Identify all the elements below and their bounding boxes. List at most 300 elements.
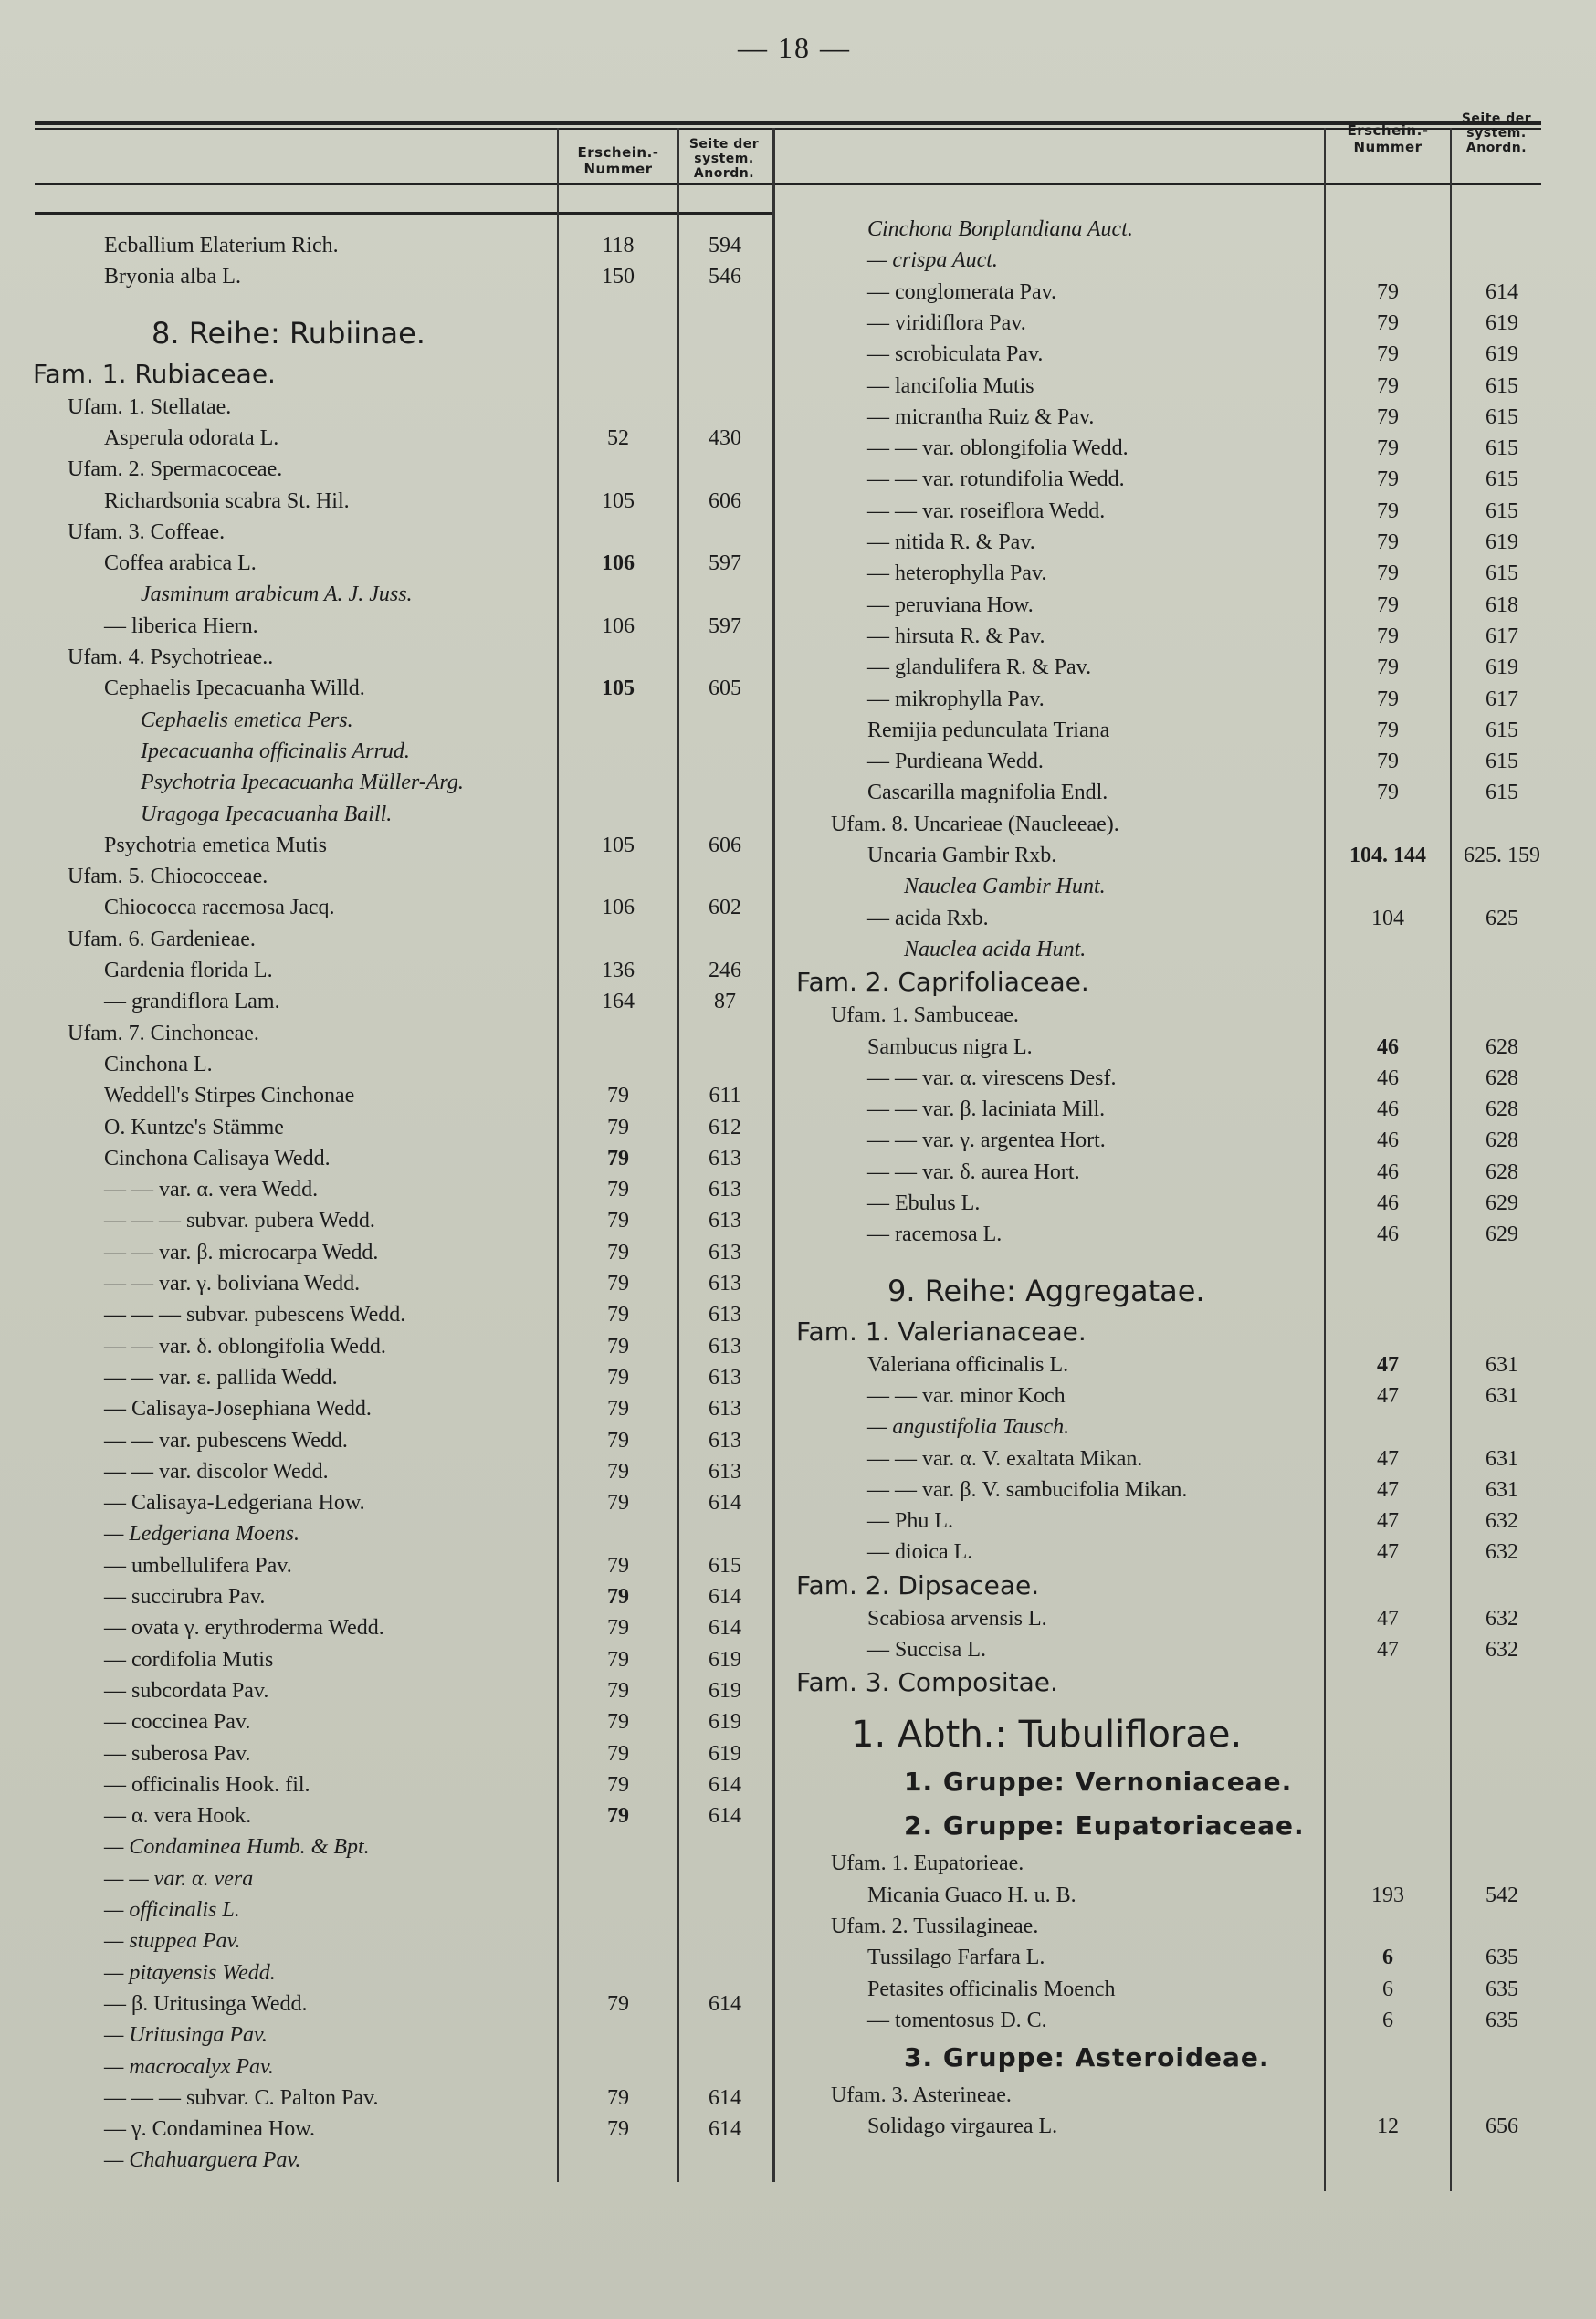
- entry-page: 619: [709, 1741, 741, 1766]
- entry-number: 79: [607, 1146, 629, 1170]
- entry-page: 631: [1486, 1477, 1518, 1502]
- table-row: [0, 1474, 1596, 1506]
- table-row: [0, 590, 1596, 621]
- table-row: [0, 464, 1596, 495]
- entry-page: 619: [709, 1647, 741, 1672]
- entry-number: 79: [607, 1303, 629, 1327]
- entry-name: — pitayensis Wedd.: [104, 1960, 276, 1985]
- top-rule: [35, 121, 1541, 125]
- entry-name: Uragoga Ipecacuanha Baill.: [141, 802, 393, 826]
- table-row: [0, 308, 1596, 339]
- entry-number: 104. 144: [1349, 844, 1426, 867]
- entry-name: — officinalis L.: [104, 1898, 240, 1922]
- entry-number: 46: [1377, 1065, 1399, 1090]
- entry-number: 79: [607, 1209, 629, 1233]
- entry-page: 613: [709, 1146, 741, 1170]
- entry-page: 612: [709, 1115, 741, 1139]
- entry-name: — — var. β. microcarpa Wedd.: [104, 1240, 379, 1264]
- table-row: [0, 1157, 1596, 1188]
- entry-name: — α. vera Hook.: [104, 1804, 252, 1829]
- left-num-header: [559, 144, 677, 177]
- entry-page: 246: [709, 959, 741, 982]
- entry-name: — stuppea Pav.: [104, 1929, 241, 1954]
- table-row: [0, 1349, 1596, 1380]
- entry-name: Ufam. 3. Coffeae.: [68, 519, 226, 544]
- entry-name: Asperula odorata L.: [104, 425, 279, 450]
- entry-number: 47: [1377, 1606, 1399, 1631]
- entry-name: — Chahuarguera Pav.: [104, 2148, 301, 2173]
- entry-name: — nitida R. & Pav.: [867, 530, 1035, 554]
- entry-number: 47: [1377, 1446, 1399, 1471]
- entry-name: — mikrophylla Pav.: [867, 687, 1045, 711]
- table-row: [0, 2145, 1596, 2176]
- entry-page: 632: [1486, 1509, 1518, 1534]
- entry-name: — — var. discolor Wedd.: [104, 1459, 329, 1484]
- entry-name: — β. Uritusinga Wedd.: [104, 1991, 308, 2016]
- entry-name: Petasites officinalis Moench: [867, 1977, 1116, 2001]
- entry-page: 613: [709, 1240, 741, 1264]
- table-row: [0, 277, 1596, 308]
- entry-number: 47: [1377, 1383, 1399, 1408]
- entry-number: 79: [607, 1240, 629, 1264]
- table-row: [0, 1267, 1596, 1315]
- entry-page: 619: [1486, 530, 1518, 554]
- header-line: Anordn.: [1465, 141, 1528, 155]
- entry-number: 136: [602, 959, 635, 982]
- entry-name: Ecballium Elaterium Rich.: [104, 234, 339, 257]
- entry-number: 164: [602, 990, 635, 1014]
- entry-name: — peruviana How.: [867, 593, 1034, 617]
- entry-page: 615: [1486, 498, 1518, 523]
- entry-number: 79: [607, 1616, 629, 1641]
- table-row: [0, 1315, 1596, 1349]
- entry-name: — angustifolia Tausch.: [867, 1415, 1070, 1440]
- entry-page: 631: [1486, 1446, 1518, 1471]
- entry-name: Jasminum arabicum A. J. Juss.: [141, 582, 413, 607]
- entry-page: 619: [709, 1678, 741, 1703]
- entry-page: 617: [1486, 624, 1518, 648]
- entry-page: 606: [709, 833, 741, 857]
- entry-name: 2. Gruppe: Eupatoriaceae.: [904, 1810, 1305, 1842]
- header-line: Anordn.: [693, 166, 755, 181]
- entry-name: Bryonia alba L.: [104, 265, 241, 289]
- table-row: [0, 2036, 1596, 2080]
- entry-page: 656: [1486, 2114, 1518, 2139]
- entry-number: 79: [607, 1178, 629, 1202]
- entry-page: 606: [709, 488, 741, 513]
- entry-name: — — var. pubescens Wedd.: [104, 1428, 348, 1453]
- header-rule: [35, 183, 1541, 185]
- entry-page: 615: [1486, 404, 1518, 429]
- table-row: [0, 1188, 1596, 1219]
- entry-name: — acida Rxb.: [867, 906, 989, 930]
- entry-name: — hirsuta R. & Pav.: [867, 624, 1045, 648]
- table-row: [0, 1569, 1596, 1603]
- entry-name: — — var. α. V. exaltata Mikan.: [867, 1446, 1143, 1471]
- entry-page: 628: [1486, 1065, 1518, 1090]
- entry-number: 47: [1377, 1477, 1399, 1502]
- entry-number: 79: [1377, 279, 1399, 304]
- entry-number: 79: [607, 2085, 629, 2110]
- entry-page: 628: [1486, 1128, 1518, 1153]
- table-row: [0, 1804, 1596, 1848]
- table-row: [0, 2080, 1596, 2111]
- entry-name: — Calisaya-Ledgeriana How.: [104, 1491, 365, 1516]
- entry-number: 104: [1371, 906, 1404, 930]
- header-line: Nummer: [583, 161, 653, 177]
- entry-number: 46: [1377, 1128, 1399, 1153]
- entry-name: Ufam. 4. Psychotrieae..: [68, 645, 274, 669]
- entry-page: 594: [709, 234, 741, 257]
- entry-number: 46: [1377, 1034, 1399, 1059]
- entry-number: 79: [1377, 467, 1399, 492]
- entry-name: 1. Gruppe: Vernoniaceae.: [904, 1767, 1293, 1798]
- entry-name: — — var. δ. aurea Hort.: [867, 1160, 1080, 1184]
- entry-name: — umbellulifera Pav.: [104, 1553, 292, 1578]
- entry-number: 79: [607, 1585, 629, 1609]
- entry-number: 79: [607, 1459, 629, 1484]
- entry-number: 47: [1377, 1638, 1399, 1662]
- entry-name: — — — subvar. C. Palton Pav.: [104, 2085, 379, 2110]
- table-row: [0, 934, 1596, 965]
- entry-number: 105: [602, 677, 635, 701]
- header-line: system.: [1466, 126, 1527, 141]
- entry-page: 619: [709, 1710, 741, 1735]
- entry-page: 625. 159: [1464, 844, 1540, 867]
- table-row: [0, 1634, 1596, 1665]
- table-row: [0, 1000, 1596, 1031]
- entry-name: Ufam. 3. Asterineae.: [831, 2083, 1012, 2108]
- table-row: [0, 1880, 1596, 1911]
- entry-page: 613: [709, 1365, 741, 1390]
- entry-number: 47: [1377, 1509, 1399, 1534]
- entry-number: 79: [607, 1804, 629, 1829]
- entry-name: — subcordata Pav.: [104, 1678, 269, 1703]
- entry-name: — — var. β. V. sambucifolia Mikan.: [867, 1477, 1188, 1502]
- entry-name: Scabiosa arvensis L.: [867, 1606, 1047, 1631]
- entry-page: 614: [709, 1616, 741, 1641]
- entry-name: — — var. ε. pallida Wedd.: [104, 1365, 338, 1390]
- entry-number: 79: [1377, 530, 1399, 554]
- table-row: [0, 1380, 1596, 1411]
- table-row: [0, 1411, 1596, 1443]
- table-row: [0, 777, 1596, 808]
- entry-name: Gardenia florida L.: [104, 959, 273, 982]
- entry-name: — Condaminea Humb. & Bpt.: [104, 1835, 370, 1860]
- entry-name: — — var. γ. argentea Hort.: [867, 1128, 1106, 1153]
- entry-page: 635: [1486, 1977, 1518, 2001]
- entry-name: Cephaelis emetica Pers.: [141, 708, 353, 732]
- entry-name: — γ. Condaminea How.: [104, 2117, 316, 2142]
- table-row: [0, 1709, 1596, 1760]
- entry-page: 631: [1486, 1383, 1518, 1408]
- entry-page: 615: [1486, 373, 1518, 398]
- entry-name: Micania Guaco H. u. B.: [867, 1883, 1076, 1907]
- entry-name: — scrobiculata Pav.: [867, 342, 1044, 367]
- entry-page: 614: [709, 2085, 741, 2110]
- entry-number: 79: [607, 1741, 629, 1766]
- entry-page: 87: [714, 990, 736, 1014]
- entry-page: 631: [1486, 1352, 1518, 1377]
- entry-page: 614: [709, 1491, 741, 1516]
- entry-page: 635: [1486, 1946, 1518, 1970]
- table-row: [0, 1063, 1596, 1094]
- table-row: [0, 1760, 1596, 1804]
- entry-name: — Purdieana Wedd.: [867, 750, 1044, 774]
- table-row: [0, 1911, 1596, 1942]
- table-row: [0, 245, 1596, 276]
- table-row: [0, 558, 1596, 589]
- entry-page: 613: [709, 1209, 741, 1233]
- table-row: [0, 1603, 1596, 1634]
- entry-name: Ufam. 2. Spermacoceae.: [68, 457, 283, 482]
- entry-name: Nauclea acida Hunt.: [904, 937, 1087, 961]
- entry-page: 613: [709, 1303, 741, 1327]
- entry-page: 628: [1486, 1097, 1518, 1122]
- entry-number: 46: [1377, 1160, 1399, 1184]
- entry-name: — suberosa Pav.: [104, 1741, 251, 1766]
- table-row: [0, 1848, 1596, 1879]
- entry-name: Cascarilla magnifolia Endl.: [867, 781, 1108, 805]
- entry-name: Cinchona L.: [104, 1052, 213, 1076]
- entry-number: 106: [602, 551, 635, 576]
- entry-number: 46: [1377, 1191, 1399, 1215]
- entry-page: 619: [1486, 656, 1518, 680]
- entry-name: — racemosa L.: [867, 1222, 1003, 1247]
- entry-name: 9. Reihe: Aggregatae.: [887, 1273, 1205, 1308]
- entry-number: 79: [1377, 656, 1399, 680]
- entry-name: — — var. roseiflora Wedd.: [867, 498, 1106, 523]
- entry-page: 611: [709, 1084, 741, 1108]
- entry-number: 52: [607, 425, 629, 450]
- table-row: [0, 715, 1596, 746]
- entry-name: — liberica Hiern.: [104, 614, 258, 638]
- page-number: — 18 —: [738, 31, 851, 64]
- table-row: [0, 433, 1596, 464]
- table-row: [0, 809, 1596, 840]
- entry-page: 430: [709, 425, 741, 450]
- table-row: [0, 527, 1596, 558]
- entry-page: 614: [1486, 279, 1518, 304]
- entry-name: Psychotria Ipecacuanha Müller-Arg.: [141, 771, 464, 795]
- entry-page: 597: [709, 614, 741, 638]
- entry-page: 628: [1486, 1034, 1518, 1059]
- entry-name: — Ledgeriana Moens.: [104, 1522, 299, 1547]
- table-row: [0, 1506, 1596, 1537]
- header-line: Seite der: [1461, 111, 1532, 126]
- entry-name: — — var. α. vera: [104, 1866, 254, 1891]
- entry-number: 79: [607, 1334, 629, 1359]
- entry-name: Ufam. 1. Stellatae.: [68, 394, 232, 419]
- entry-number: 79: [607, 2117, 629, 2142]
- entry-name: Sambucus nigra L.: [867, 1034, 1033, 1059]
- table-row: [0, 214, 1596, 245]
- entry-page: 613: [709, 1459, 741, 1484]
- left-page-header: [677, 137, 771, 181]
- entry-page: 613: [709, 1428, 741, 1453]
- entry-name: — — — subvar. pubera Wedd.: [104, 1209, 375, 1233]
- entry-name: — — var. δ. oblongifolia Wedd.: [104, 1334, 386, 1359]
- entry-number: 6: [1382, 1946, 1393, 1970]
- entry-page: 542: [1486, 1883, 1518, 1907]
- entry-name: — ovata γ. erythroderma Wedd.: [104, 1616, 384, 1641]
- entry-number: 106: [602, 614, 635, 638]
- entry-name: — viridiflora Pav.: [867, 310, 1026, 335]
- entry-name: Ufam. 6. Gardenieae.: [68, 927, 256, 951]
- entry-number: 105: [602, 833, 635, 857]
- entry-number: 79: [1377, 310, 1399, 335]
- entry-page: 613: [709, 1178, 741, 1202]
- entry-name: Ufam. 8. Uncarieae (Naucleeae).: [831, 812, 1119, 836]
- entry-name: — crispa Auct.: [867, 248, 998, 273]
- table-row: [0, 1443, 1596, 1474]
- entry-number: 79: [1377, 624, 1399, 648]
- header-line: Nummer: [1353, 139, 1423, 155]
- entry-name: Fam. 3. Compositae.: [796, 1667, 1058, 1698]
- table-row: [0, 496, 1596, 527]
- entry-name: Uncaria Gambir Rxb.: [867, 844, 1057, 867]
- table-row: [0, 1219, 1596, 1250]
- entry-number: 79: [607, 1365, 629, 1390]
- entry-page: 619: [1486, 342, 1518, 367]
- entry-name: Fam. 2. Dipsaceae.: [796, 1569, 1040, 1600]
- table-row: [0, 965, 1596, 1000]
- entry-number: 79: [607, 1397, 629, 1422]
- entry-number: 46: [1377, 1097, 1399, 1122]
- entry-page: 615: [1486, 561, 1518, 586]
- entry-name: — — var. rotundifolia Wedd.: [867, 467, 1125, 492]
- entry-page: 613: [709, 1334, 741, 1359]
- entry-name: Psychotria emetica Mutis: [104, 833, 327, 857]
- entry-name: Cinchona Calisaya Wedd.: [104, 1146, 331, 1170]
- entry-number: 6: [1382, 1977, 1393, 2001]
- entry-name: — — var. α. vera Wedd.: [104, 1178, 319, 1202]
- entry-page: 597: [709, 551, 741, 576]
- table-row: [0, 746, 1596, 777]
- entry-name: Coffea arabica L.: [104, 551, 257, 576]
- entry-number: 6: [1382, 2008, 1393, 2032]
- entry-name: — officinalis Hook. fil.: [104, 1772, 310, 1797]
- entry-name: Tussilago Farfara L.: [867, 1946, 1045, 1970]
- entry-name: Ufam. 1. Sambuceae.: [831, 1003, 1019, 1028]
- entry-page: 614: [709, 1772, 741, 1797]
- entry-page: 635: [1486, 2008, 1518, 2032]
- entry-name: — Calisaya-Josephiana Wedd.: [104, 1397, 372, 1422]
- entry-number: 79: [607, 1678, 629, 1703]
- table-row: [0, 402, 1596, 433]
- entry-name: Ufam. 7. Cinchoneae.: [68, 1021, 259, 1045]
- entry-number: 79: [607, 1647, 629, 1672]
- entry-name: — Ebulus L.: [867, 1191, 981, 1215]
- entry-number: 47: [1377, 1540, 1399, 1565]
- entry-name: Ipecacuanha officinalis Arrud.: [141, 739, 410, 763]
- entry-page: 615: [1486, 750, 1518, 774]
- entry-number: 79: [607, 1772, 629, 1797]
- entry-name: — — var. α. virescens Desf.: [867, 1065, 1117, 1090]
- entry-name: Chiococca racemosa Jacq.: [104, 896, 335, 920]
- table-row: [0, 371, 1596, 402]
- table-row: [0, 2111, 1596, 2142]
- entry-page: 618: [1486, 593, 1518, 617]
- entry-number: 79: [607, 1710, 629, 1735]
- entry-number: 79: [1377, 750, 1399, 774]
- entry-name: — glandulifera R. & Pav.: [867, 656, 1092, 680]
- header-line: Erschein.-: [1347, 122, 1429, 139]
- entry-name: O. Kuntze's Stämme: [104, 1115, 284, 1139]
- entry-page: 628: [1486, 1160, 1518, 1184]
- entry-page: 632: [1486, 1638, 1518, 1662]
- entry-name: — — var. oblongifolia Wedd.: [867, 436, 1129, 461]
- entry-name: — succirubra Pav.: [104, 1585, 266, 1609]
- entry-name: Fam. 1. Valerianaceae.: [796, 1316, 1087, 1347]
- entry-page: 629: [1486, 1222, 1518, 1247]
- entry-name: — macrocalyx Pav.: [104, 2054, 274, 2079]
- entry-number: 193: [1371, 1883, 1404, 1907]
- entry-name: — — var. minor Koch: [867, 1383, 1066, 1408]
- table-row: [0, 1125, 1596, 1156]
- entry-number: 150: [602, 265, 635, 289]
- table-row: [0, 684, 1596, 715]
- table-row: [0, 871, 1596, 902]
- entry-number: 105: [602, 488, 635, 513]
- table-row: [0, 1665, 1596, 1700]
- entry-number: 79: [1377, 718, 1399, 742]
- entry-name: — cordifolia Mutis: [104, 1647, 274, 1672]
- entry-name: — Phu L.: [867, 1509, 954, 1534]
- entry-number: 106: [602, 896, 635, 920]
- table-row: [0, 652, 1596, 683]
- entry-page: 619: [1486, 310, 1518, 335]
- entry-page: 629: [1486, 1191, 1518, 1215]
- entry-number: 79: [1377, 342, 1399, 367]
- entry-number: 79: [1377, 498, 1399, 523]
- table-row: [0, 1537, 1596, 1568]
- entry-name: Cephaelis Ipecacuanha Willd.: [104, 677, 365, 701]
- entry-page: 605: [709, 677, 741, 701]
- header-line: system.: [694, 152, 754, 166]
- header-line: Erschein.-: [577, 144, 659, 161]
- entry-page: 602: [709, 896, 741, 920]
- entry-name: — micrantha Ruiz & Pav.: [867, 404, 1095, 429]
- table-row: [0, 1094, 1596, 1125]
- entry-number: 79: [1377, 687, 1399, 711]
- entry-page: 615: [1486, 436, 1518, 461]
- entry-page: 614: [709, 1804, 741, 1829]
- entry-number: 79: [607, 1084, 629, 1108]
- right-num-header: [1326, 122, 1450, 155]
- table-row: [0, 2005, 1596, 2036]
- entry-number: 79: [1377, 373, 1399, 398]
- table-row: [0, 1974, 1596, 2005]
- entry-page: 632: [1486, 1540, 1518, 1565]
- header-line: Seite der: [688, 137, 760, 152]
- entry-name: — — — subvar. pubescens Wedd.: [104, 1303, 406, 1327]
- entry-page: 625: [1486, 906, 1518, 930]
- entry-page: 615: [1486, 781, 1518, 805]
- table-row: [0, 1032, 1596, 1063]
- entry-number: 79: [1377, 436, 1399, 461]
- table-row: [0, 903, 1596, 934]
- entry-name: Richardsonia scabra St. Hil.: [104, 488, 350, 513]
- entry-name: — dioica L.: [867, 1540, 973, 1565]
- entry-name: Ufam. 5. Chiococceae.: [68, 865, 268, 889]
- entry-page: 613: [709, 1272, 741, 1296]
- table-row: [0, 621, 1596, 652]
- entry-number: 79: [607, 1991, 629, 2016]
- entry-name: 8. Reihe: Rubiinae.: [152, 315, 425, 351]
- entry-page: 614: [709, 2117, 741, 2142]
- entry-number: 79: [607, 1553, 629, 1578]
